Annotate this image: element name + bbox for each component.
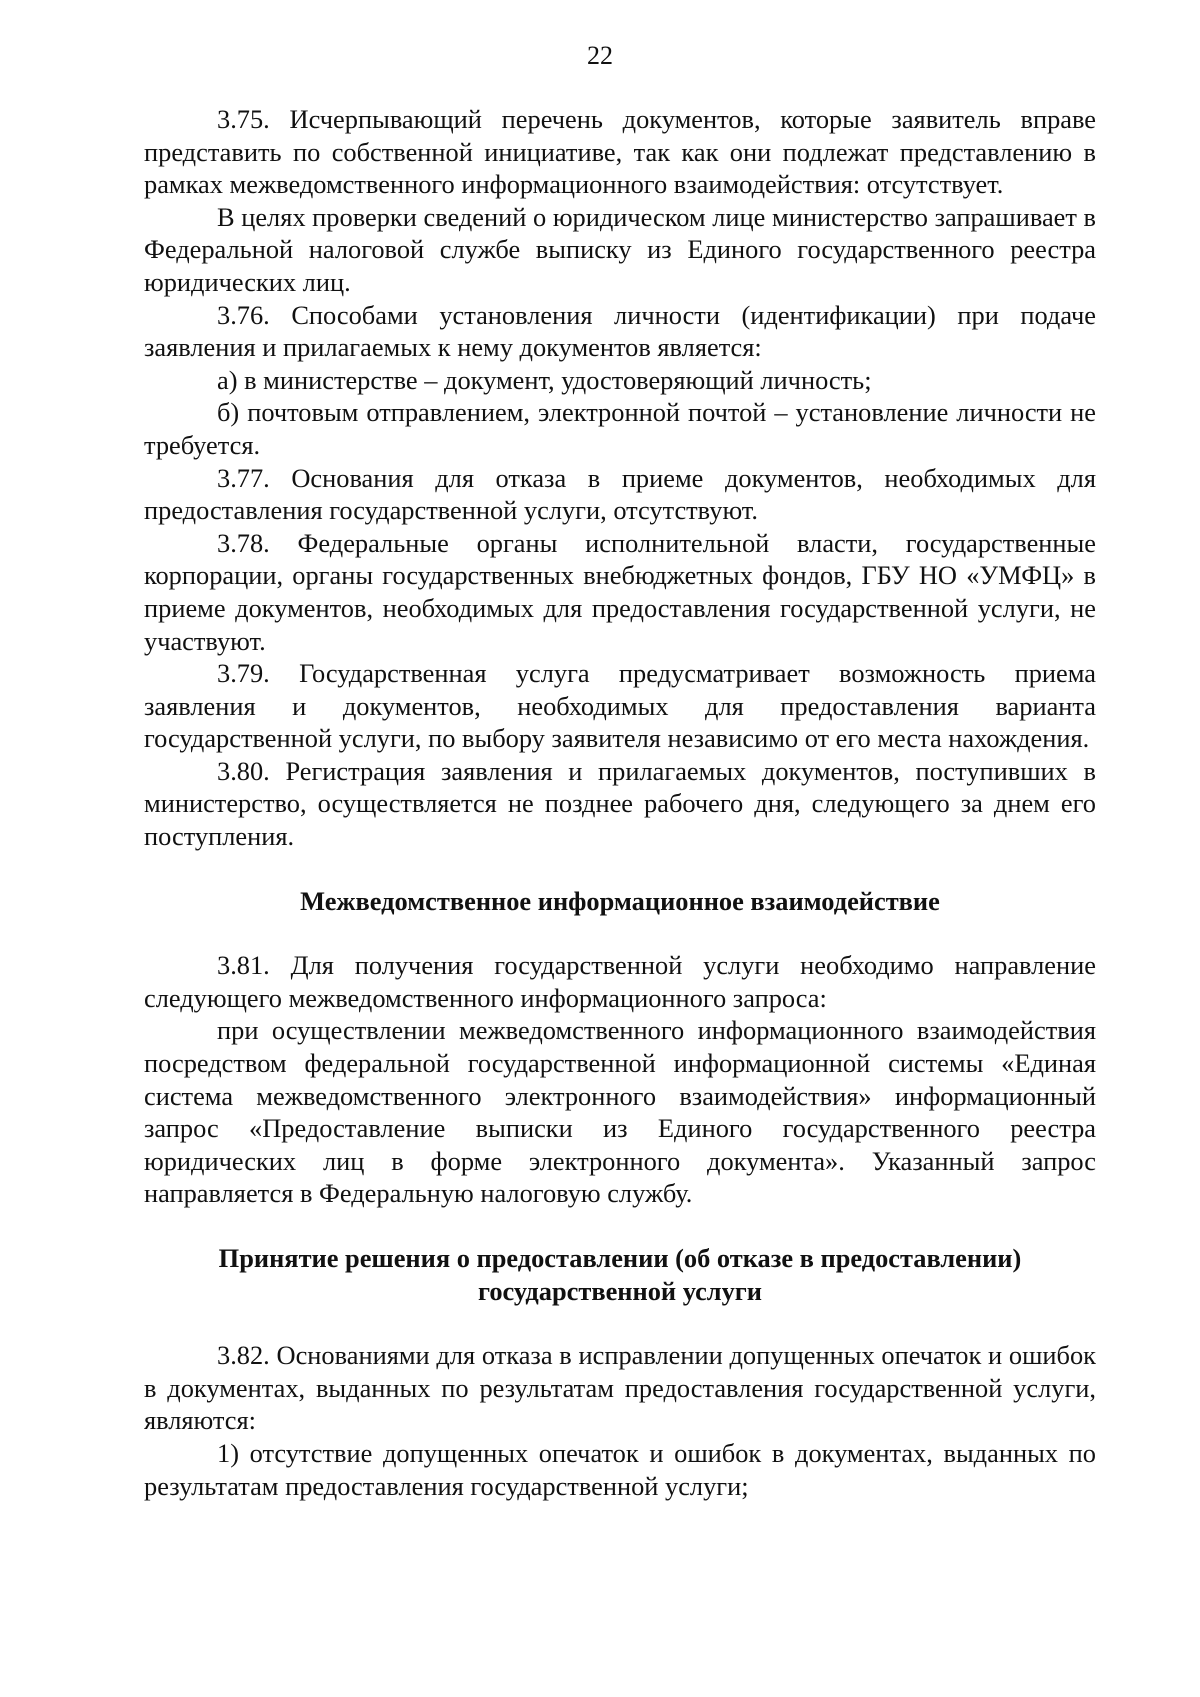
paragraph-3-77: 3.77. Основания для отказа в приеме документов, необходимых для предоставления государственной услуги, отсутствуют.	[144, 462, 1096, 526]
paragraph-legal-entity-check: В целях проверки сведений о юридическом лице министерство запрашивает в Федеральной налоговой службе выписку из Единого государственного реестра юридических лиц.	[144, 201, 1096, 297]
paragraph-3-78: 3.78. Федеральные органы исполнительной власти, государственные корпорации, органы государственных внебюджетных фондов, ГБУ НО «УМФЦ» в приеме документов, необходимых для предоставления государственной услуги, не участвуют.	[144, 527, 1096, 656]
paragraph-interagency-request: при осуществлении межведомственного информационного взаимодействия посредством федеральной государственной информационной системы «Единая система межведомственного электронного взаимодействия» информационный запрос «Предоставление выписки из Единого государственного реестра юридических лиц в форме электронного документа». Указанный запрос направляется в Федеральную налоговую службу.	[144, 1015, 1096, 1209]
list-item-1: 1) отсутствие допущенных опечаток и ошибок в документах, выданных по результатам предоставления государственной услуги;	[144, 1437, 1096, 1501]
page-number: 22	[587, 41, 613, 70]
section-heading-interagency: Межведомственное информационное взаимодействие	[300, 885, 940, 916]
list-item-b: б) почтовым отправлением, электронной почтой – установление личности не требуется.	[144, 397, 1096, 460]
paragraph-3-79: 3.79. Государственная услуга предусматривает возможность приема заявления и документов, необходимых для предоставления варианта государственной услуги, по выбору заявителя независимо от его места нахождения.	[144, 658, 1096, 754]
paragraph-3-76: 3.76. Способами установления личности (идентификации) при подаче заявления и прилагаемых к нему документов является:	[144, 299, 1096, 363]
list-item-a: а) в министерстве – документ, удостоверяющий личность;	[217, 364, 872, 395]
section-heading-decision-line1: Принятие решения о предоставлении (об отказе в предоставлении)	[218, 1243, 1022, 1273]
paragraph-3-80: 3.80. Регистрация заявления и прилагаемых документов, поступивших в министерство, осуществляется не позднее рабочего дня, следующего за днем его поступления.	[144, 755, 1096, 852]
section-heading-decision-line2: государственной услуги	[478, 1275, 762, 1306]
document-body	[144, 103, 1096, 1502]
paragraph-3-82: 3.82. Основаниями для отказа в исправлении допущенных опечаток и ошибок в документах, выданных по результатам предоставления государственной услуги, являются:	[144, 1340, 1096, 1436]
section-heading-decision	[144, 1242, 1096, 1307]
paragraph-3-75: 3.75. Исчерпывающий перечень документов, которые заявитель вправе представить по собственной инициативе, так как они подлежат представлению в рамках межведомственного информационного взаимодействия: отсутствует.	[144, 104, 1096, 200]
paragraph-3-81: 3.81. Для получения государственной услуги необходимо направление следующего межведомственного информационного запроса:	[144, 950, 1096, 1013]
